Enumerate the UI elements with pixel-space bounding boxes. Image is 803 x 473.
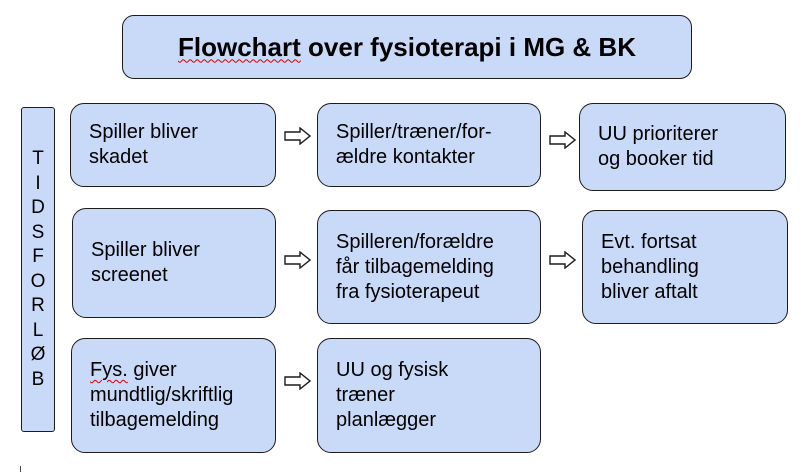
step-feedback-from-physio: [317, 210, 541, 324]
timeline-letter: F: [32, 246, 44, 267]
right-arrow-outline-icon: [284, 251, 311, 269]
step-player-screened: [72, 208, 276, 318]
timeline-bar: [21, 107, 55, 432]
step-text: UU prioriterer og booker tid: [598, 123, 719, 170]
step-physio-feedback: [71, 338, 276, 453]
title-rest: over fysioterapi i MG & BK: [300, 31, 636, 62]
timeline-letter: D: [31, 197, 45, 218]
step-prioritize-booking: [579, 103, 786, 191]
timeline-letter: S: [31, 221, 45, 243]
step-text-rest: giver mundtlig/skriftlig tilbagemelding: [90, 359, 234, 431]
title-prefix: Flowchart: [178, 31, 301, 62]
timeline-letter: R: [31, 295, 45, 316]
step-trainer-plans: [317, 338, 541, 453]
step-text: Evt. fortsat behandling bliver aftalt: [601, 230, 699, 303]
right-arrow-outline-icon: [284, 127, 311, 145]
right-arrow-outline-icon: [549, 251, 576, 269]
corner-mark: [20, 466, 21, 472]
timeline-letter: B: [31, 368, 45, 390]
step-text: UU og fysisk træner planlægger: [336, 359, 449, 431]
step-text: [90, 358, 233, 433]
timeline-letter: O: [30, 270, 46, 292]
step-text: Spiller bliver skadet: [89, 121, 198, 168]
step-player-injured: [70, 103, 276, 187]
step-text: Spiller/træner/for- ældre kontakter: [336, 121, 492, 168]
step-contact: [317, 103, 541, 187]
timeline-letter: I: [35, 172, 41, 194]
right-arrow-outline-icon: [284, 372, 311, 390]
timeline-letter: T: [32, 148, 44, 169]
timeline-letter: L: [32, 319, 44, 341]
step-further-treatment: [582, 210, 788, 324]
timeline-letter: Ø: [30, 344, 46, 365]
step-text-prefix: Fys.: [90, 359, 128, 381]
flowchart-title: [122, 15, 692, 79]
step-text: Spiller bliver screenet: [91, 239, 200, 286]
right-arrow-outline-icon: [549, 131, 576, 149]
step-text: Spilleren/forældre får tilbagemelding fra fysioterapeut: [336, 230, 494, 303]
